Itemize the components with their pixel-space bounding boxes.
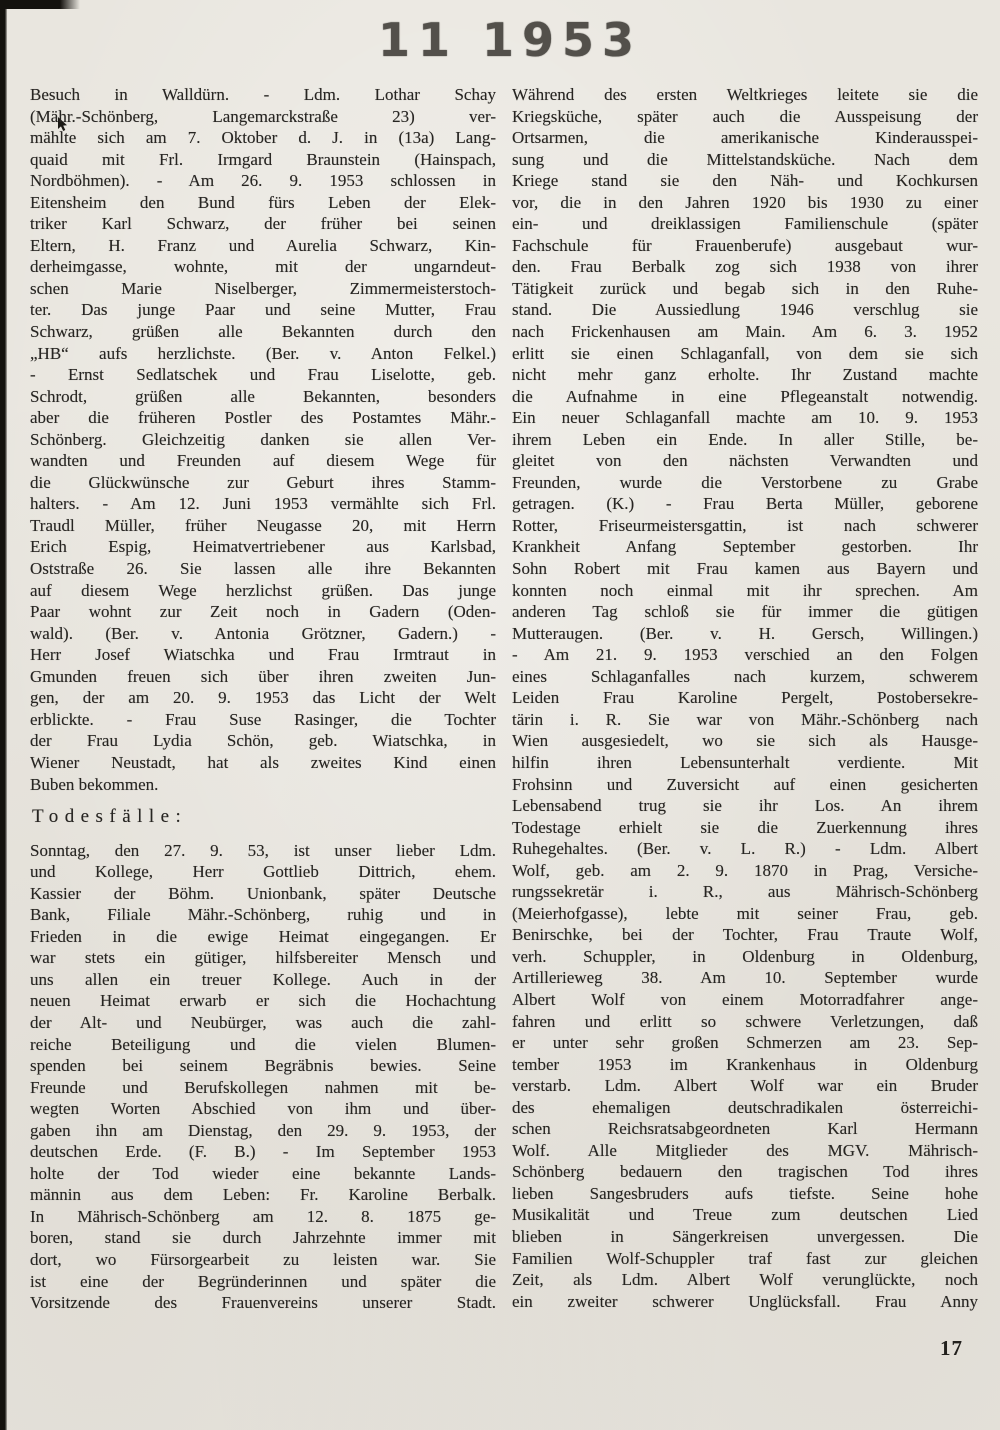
text-line: Ein neuer Schlaganfall machte am 10. 9. 1953 <box>512 408 978 428</box>
text-line: Bank, Filiale Mähr.-Schönberg, ruhig und in <box>30 905 496 925</box>
text-line: erlitt sie einen Schlaganfall, von dem sie sich <box>512 343 978 363</box>
text-line: - Am 21. 9. 1953 verschied an den Folgen <box>512 645 978 665</box>
text-line: lieben Sangesbruders aufs tiefste. Seine hohe <box>512 1183 978 1203</box>
text-line: Wolf, geb. am 2. 9. 1870 in Prag, Versiche- <box>512 860 978 880</box>
text-line: sung und die Mittelstandsküche. Nach dem <box>512 149 978 169</box>
text-line: den. Frau Berbalk zog sich 1938 von ihrer <box>512 257 978 277</box>
text-line: Rotter, Friseurmeistersgattin, ist nach schwerer <box>512 515 978 535</box>
text-line: Schwarz, grüßen alle Bekannten durch den <box>30 322 496 342</box>
text-line: dort, wo Fürsorgearbeit zu leisten war. Sie <box>30 1249 496 1269</box>
text-line: wegten Worten Abschied von ihm und über- <box>30 1099 496 1119</box>
text-line: Sonntag, den 27. 9. 53, ist unser lieber Ldm. <box>30 840 496 860</box>
left-column <box>30 84 496 1314</box>
text-line: spenden bei seinem Begräbnis bewies. Seine <box>30 1056 496 1076</box>
text-line: blieben in Sängerkreisen unvergessen. Die <box>512 1226 978 1246</box>
text-line: Wiener Neustadt, hat als zweites Kind einen <box>30 752 496 772</box>
text-line: Herr Josef Wiatschka und Frau Irmtraut in <box>30 645 496 665</box>
text-line: Während des ersten Weltkrieges leitete sie die <box>512 85 978 104</box>
text-line: Paar wohnt zur Zeit noch in Gadern (Oden- <box>30 602 496 622</box>
text-line: Freunde und Berufskollegen nahmen mit be- <box>30 1077 496 1097</box>
text-line: quaid mit Frl. Irmgard Braunstein (Hainspach, <box>30 149 496 169</box>
text-line: deutschen Erde. (F. B.) - Im September 1953 <box>30 1142 496 1162</box>
text-line: Schönberg. Gleichzeitig danken sie allen Ver- <box>30 429 496 449</box>
text-line: Oststraße 26. Sie lassen alle ihre Bekannten <box>30 559 496 579</box>
text-line: rungssekretär i. R., aus Mährisch-Schönberg <box>512 882 978 902</box>
text-line: Traudl Müller, früher Neugasse 20, mit Herrn <box>30 515 496 535</box>
text-line: gaben ihn am Dienstag, den 29. 9. 1953, der <box>30 1120 496 1140</box>
text-line: männin aus dem Leben: Fr. Karoline Berbalk. <box>30 1185 496 1205</box>
text-line: Familien Wolf-Schuppler traf fast zur gleichen <box>512 1248 978 1268</box>
text-line: Ortsarmen, die amerikanische Kinderausspei- <box>512 128 978 148</box>
text-line: des ehemaligen deutschradikalen österreichi- <box>512 1097 978 1117</box>
text-line: schen Reichsratsabgeordneten Karl Hermann <box>512 1119 978 1139</box>
text-line: In Mährisch-Schönberg am 12. 8. 1875 ge- <box>30 1206 496 1226</box>
text-line: gleitet von den nächsten Verwandten und <box>512 451 978 471</box>
text-line: halters. - Am 12. Juni 1953 vermählte sich Frl. <box>30 494 496 514</box>
text-line: gen, der am 20. 9. 1953 das Licht der Welt <box>30 688 496 708</box>
text-line: Buben bekommen. <box>30 774 159 794</box>
text-line: Eitensheim den Bund fürs Leben der Elek- <box>30 192 496 212</box>
right-column <box>512 84 978 1314</box>
text-line: tärin i. R. Sie war von Mähr.-Schönberg nach <box>512 709 978 729</box>
date-stamp-year: 1953 <box>482 13 643 67</box>
page-number: 17 <box>940 1336 963 1360</box>
scan-edge-left <box>0 0 7 1430</box>
text-line: war stets ein gütiger, hilfsbereiter Mensch und <box>30 948 496 968</box>
text-line: fahren und erlitt so schwere Verletzungen, daß <box>512 1011 978 1031</box>
text-line: Gmunden freuen sich über ihren zweiten Jun- <box>30 666 496 686</box>
text-line: Frohsinn und Zuversicht auf einen gesicherten <box>512 774 978 794</box>
text-line: Fachschule für Frauenberufe) ausgebaut wur- <box>512 235 978 255</box>
text-line: reiche Beteiligung und die vielen Blumen- <box>30 1034 496 1054</box>
text-line: nach Frickenhausen am Main. Am 6. 3. 1952 <box>512 322 978 342</box>
date-stamp <box>378 13 642 67</box>
text-line: tember 1953 im Krankenhaus in Oldenburg <box>512 1054 978 1074</box>
text-line: eines Schlaganfalles nach kurzem, schwerem <box>512 666 978 686</box>
text-line: der Alt- und Neubürger, was auch die zahl- <box>30 1012 496 1032</box>
text-line: - Ernst Sedlatschek und Frau Liselotte, geb. <box>30 365 496 385</box>
text-line: anderen Tag schloß sie für immer die gütigen <box>512 602 978 622</box>
text-line: stand. Die Aussiedlung 1946 verschlug sie <box>512 300 978 320</box>
text-line: Albert Wolf von einem Motorradfahrer ange- <box>512 989 978 1009</box>
text-line: nicht mehr ganz erholte. Ihr Zustand machte <box>512 365 978 385</box>
scan-edge-top <box>0 0 80 9</box>
text-line: die Glückwünsche zur Geburt ihres Stamm- <box>30 472 496 492</box>
text-line: Schrodt, grüßen alle Bekannten, besonders <box>30 386 496 406</box>
text-line: die Aufnahme in eine Pflegeanstalt notwendig. <box>512 386 978 406</box>
family-news-paragraph <box>30 84 496 795</box>
text-line: Zeit, als Ldm. Albert Wolf verunglückte, noch <box>512 1270 978 1290</box>
text-line: (Meierhofgasse), lebte mit seiner Frau, geb. <box>512 903 978 923</box>
text-line: Krankheit Anfang September gestorben. Ihr <box>512 537 978 557</box>
date-stamp-month: 11 <box>378 13 459 67</box>
obituaries-continued-paragraph <box>512 84 978 1312</box>
text-line: verh. Schuppler, in Oldenburg in Oldenburg, <box>512 946 978 966</box>
text-line: ein- und dreiklassigen Familienschule (später <box>512 214 978 234</box>
text-line: Kassier der Böhm. Unionbank, später Deutsche <box>30 883 496 903</box>
text-line: erblickte. - Frau Suse Rasinger, die Tochter <box>30 709 496 729</box>
text-line: Ruhegehaltes. (Ber. v. L. R.) - Ldm. Albert <box>512 839 978 859</box>
text-line: Kriege stand sie den Näh- und Kochkursen <box>512 171 978 191</box>
text-line: vor, die in den Jahren 1920 bis 1930 zu einer <box>512 192 978 212</box>
text-line: derheimgasse, wohnte, mit der ungarndeut- <box>30 257 496 277</box>
text-line: Wien ausgesiedelt, wo sie sich als Hausge- <box>512 731 978 751</box>
text-line: Artillerieweg 38. Am 10. September wurde <box>512 968 978 988</box>
text-line: Benirschke, bei der Tochter, Frau Traute Wolf, <box>512 925 978 945</box>
text-line: er unter sehr großen Schmerzen am 23. Sep- <box>512 1033 978 1053</box>
section-heading-todesfaelle: Todesfälle: <box>32 806 188 828</box>
text-line: ihrem Leben ein Ende. In aller Stille, be- <box>512 429 978 449</box>
text-line: Wolf. Alle Mitglieder des MGV. Mährisch- <box>512 1140 978 1160</box>
text-line: Lebensabend trug sie ihr Los. An ihrem <box>512 796 978 816</box>
text-line: Mutteraugen. (Ber. v. H. Gersch, Willingen.) <box>512 623 978 643</box>
text-line: Eltern, H. Franz und Aurelia Schwarz, Kin- <box>30 235 496 255</box>
text-line: Leiden Frau Karoline Pergelt, Postobersekre- <box>512 688 978 708</box>
text-line: auf diesem Wege herzlichst grüßen. Das junge <box>30 580 496 600</box>
text-line: Schönberg bedauern den tragischen Tod ihres <box>512 1162 978 1182</box>
text-line: aber die früheren Postler des Postamtes Mähr.- <box>30 408 496 428</box>
text-line: und Kollege, Herr Gottlieb Dittrich, ehem. <box>30 862 496 882</box>
text-line: „HB“ aufs herzlichste. (Ber. v. Anton Felkel.) <box>30 343 496 363</box>
text-line: schen Marie Niselberger, Zimmermeisterstoch- <box>30 278 496 298</box>
text-line: Sohn Robert mit Frau kamen aus Bayern und <box>512 559 978 579</box>
text-line: Besuch in Walldürn. - Ldm. Lothar Schay <box>30 85 496 104</box>
text-line: Vorsitzende des Frauenvereins unserer Stadt. <box>30 1293 496 1313</box>
text-line: boren, stand sie durch Jahrzehnte immer mit <box>30 1228 496 1248</box>
text-line: Musikalität und Treue zum deutschen Lied <box>512 1205 978 1225</box>
text-line: konnten noch einmal mit ihr sprechen. Am <box>512 580 978 600</box>
text-line: ein zweiter schwerer Unglücksfall. Frau Anny <box>512 1291 978 1311</box>
text-line: Freunden, wurde die Verstorbene zu Grabe <box>512 472 978 492</box>
text-line: Nordböhmen). - Am 26. 9. 1953 schlossen in <box>30 171 496 191</box>
text-line: Kriegsküche, später auch die Ausspeisung der <box>512 106 978 126</box>
text-line: hilfin ihren Lebensunterhalt verdiente. Mit <box>512 752 978 772</box>
text-line: Tätigkeit zurück und begab sich in den Ruhe- <box>512 278 978 298</box>
text-line: Frieden in die ewige Heimat eingegangen. Er <box>30 926 496 946</box>
text-line: holte der Tod wieder eine bekannte Lands- <box>30 1163 496 1183</box>
text-line: neuen Heimat erwarb er sich die Hochachtung <box>30 991 496 1011</box>
text-line: ter. Das junge Paar und seine Mutter, Frau <box>30 300 496 320</box>
text-line: mählte sich am 7. Oktober d. J. in (13a) Lang- <box>30 128 496 148</box>
text-line: ist eine der Begründerinnen und später die <box>30 1271 496 1291</box>
obituaries-paragraph <box>30 840 496 1314</box>
text-line: der Frau Lydia Schön, geb. Wiatschka, in <box>30 731 496 751</box>
text-line: verstarb. Ldm. Albert Wolf war ein Bruder <box>512 1076 978 1096</box>
text-line: wald). (Ber. v. Antonia Grötzner, Gadern.) - <box>30 623 496 643</box>
text-line: uns allen ein treuer Kollege. Auch in der <box>30 969 496 989</box>
text-line: getragen. (K.) - Frau Berta Müller, geborene <box>512 494 978 514</box>
page-columns <box>30 84 978 1314</box>
text-line: wandten und Freunden auf diesem Wege für <box>30 451 496 471</box>
text-line: triker Karl Schwarz, der früher bei seinen <box>30 214 496 234</box>
text-line: Todestage erhielt sie die Zuerkennung ihres <box>512 817 978 837</box>
text-line: (Mähr.-Schönberg, Langemarckstraße 23) ver- <box>30 106 496 126</box>
text-line: Erich Espig, Heimatvertriebener aus Karlsbad, <box>30 537 496 557</box>
